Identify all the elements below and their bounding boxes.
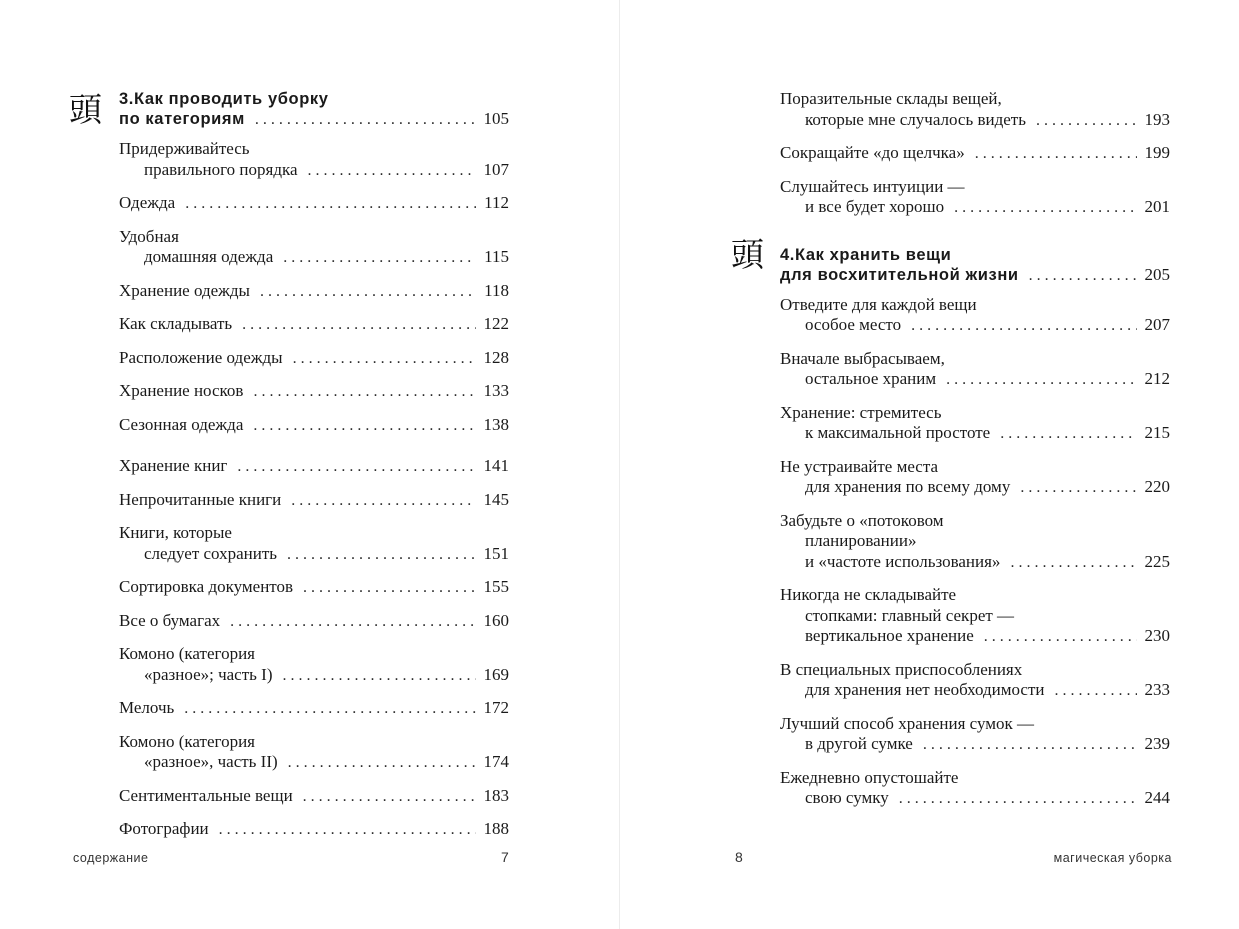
entry-title-line: Придерживайтесь — [119, 139, 250, 158]
toc-entry — [119, 227, 509, 269]
toc-entry — [780, 457, 1170, 499]
entry-title-line: которые мне случалось видеть — [805, 109, 1026, 129]
entry-title-line: и все будет хорошо — [805, 197, 945, 216]
entry-title-line: Поразительные склады вещей, — [780, 89, 1002, 108]
toc-entry — [119, 314, 509, 336]
dot-leader — [237, 457, 475, 478]
entry-title-line: Вначале выбрасываем, — [780, 348, 945, 368]
entry-title-line: и «частоте использования» — [805, 551, 1001, 571]
right-page — [620, 0, 1239, 929]
entry-title-line: следует сохранить — [144, 543, 278, 563]
entry-title-line: Комоно (категория — [119, 731, 255, 751]
entry-title-line: стопками: главный секрет — — [805, 605, 1015, 625]
dot-leader — [1029, 266, 1137, 286]
toc-entry — [119, 139, 509, 181]
dot-leader — [184, 699, 475, 720]
toc-entry — [119, 611, 509, 633]
toc-entry — [119, 415, 509, 437]
toc-entry — [119, 577, 509, 599]
entry-title-line: правильного порядка — [144, 159, 298, 179]
toc-column-left — [119, 89, 509, 853]
entry-title-line: Хранение одежды — [119, 280, 250, 300]
entry-title-line: Сортировка документов — [119, 577, 294, 596]
folio-page-number: 8 — [735, 849, 743, 865]
dot-leader — [282, 666, 475, 687]
entry-title-line: Лучший способ хранения сумок — — [780, 713, 1035, 733]
dot-leader — [303, 787, 476, 808]
toc-entry — [119, 819, 509, 841]
entry-title-line: Хранение книг — [119, 456, 228, 475]
dot-leader — [242, 315, 475, 336]
page-number: 183 — [483, 785, 509, 805]
entry-title-line: Никогда не складывайте — [780, 585, 957, 604]
dot-leader — [230, 612, 475, 633]
entry-title-line: Хранение: стремитесь — [780, 402, 942, 422]
toc-entry — [780, 660, 1170, 702]
page-number: 141 — [483, 456, 509, 475]
page-number: 220 — [1144, 477, 1170, 496]
entry-title-line: Фотографии — [119, 819, 209, 838]
dot-leader — [984, 627, 1137, 648]
dot-leader — [923, 735, 1137, 756]
left-page — [0, 0, 619, 929]
chapter-title-line: для восхитительной жизни — [780, 265, 1019, 284]
dot-leader — [1055, 681, 1137, 702]
dot-leader — [1020, 478, 1136, 499]
dot-leader — [308, 161, 476, 182]
dot-leader — [1000, 424, 1136, 445]
page-number: 155 — [483, 577, 509, 596]
page-number: 215 — [1144, 423, 1170, 442]
entry-title-line: Не устраивайте места — [780, 456, 939, 476]
toc-entry — [119, 698, 509, 720]
running-footer-title: содержание — [73, 851, 149, 865]
page-number: 107 — [483, 159, 509, 179]
entry-title-line: Хранение носков — [119, 381, 244, 400]
chapter-heading-3 — [119, 89, 509, 130]
toc-entries-right-top — [780, 89, 1170, 219]
chapter-title-line: по категориям — [119, 110, 245, 128]
entry-title-line: Как складывать — [119, 314, 233, 333]
dot-leader — [946, 370, 1136, 391]
page-number: 122 — [483, 314, 509, 333]
entry-title-line: Расположение одежды — [119, 347, 283, 367]
page-number: 118 — [484, 280, 509, 300]
entry-title-line: «разное», часть II) — [144, 752, 278, 771]
entry-title-line: Комоно (категория — [119, 644, 255, 663]
entry-title-line: особое место — [805, 315, 902, 334]
page-number: 115 — [484, 247, 509, 266]
toc-entry — [780, 511, 1170, 574]
page-number: 112 — [484, 193, 509, 212]
page-number: 172 — [483, 698, 509, 717]
page-number: 174 — [483, 752, 509, 771]
page-number: 105 — [483, 109, 509, 128]
page-number: 207 — [1144, 315, 1170, 334]
entry-title-line: Книги, которые — [119, 523, 232, 542]
page-number: 193 — [1144, 109, 1170, 129]
entry-title-line: Сезонная одежда — [119, 414, 244, 434]
page-number: 201 — [1144, 197, 1170, 216]
toc-entry — [780, 768, 1170, 810]
chapter-title-line: 4.Как хранить вещи — [780, 245, 952, 264]
entry-title-line: Одежда — [119, 193, 176, 212]
dot-leader — [1036, 111, 1137, 132]
page-number: 239 — [1144, 734, 1170, 753]
entry-title-line: Сентиментальные вещи — [119, 785, 293, 805]
page-number: 169 — [483, 664, 509, 684]
toc-column-right — [780, 89, 1170, 822]
toc-entry — [780, 714, 1170, 756]
toc-entry — [780, 89, 1170, 131]
page-number: 212 — [1144, 369, 1170, 388]
page-number: 151 — [483, 543, 509, 563]
dot-leader — [185, 194, 476, 215]
dot-leader — [283, 248, 476, 269]
toc-entry — [119, 381, 509, 403]
entry-title-line: в другой сумке — [805, 734, 913, 753]
dot-leader — [975, 144, 1137, 165]
entry-title-line: Мелочь — [119, 698, 175, 717]
toc-entries-right — [780, 295, 1170, 810]
dot-leader — [293, 349, 476, 370]
toc-entry — [780, 143, 1170, 165]
page-number: 225 — [1144, 551, 1170, 571]
toc-entry — [119, 193, 509, 215]
dot-leader — [253, 416, 475, 437]
running-footer-title: магическая уборка — [1053, 851, 1172, 865]
entry-title-line: В специальных приспособлениях — [780, 659, 1023, 679]
dot-leader — [303, 578, 475, 599]
chapter-title-line: 3.Как проводить уборку — [119, 90, 329, 108]
entry-title-line: Ежедневно опустошайте — [780, 767, 959, 787]
folio-page-number: 7 — [501, 849, 509, 865]
entry-title-line: вертикальное хранение — [805, 626, 974, 645]
page-number: 160 — [483, 610, 509, 630]
dot-leader — [287, 545, 475, 566]
entry-title-line: Сокращайте «до щелчка» — [780, 143, 965, 162]
page-number: 199 — [1144, 143, 1170, 162]
dot-leader — [291, 491, 475, 512]
page-number: 133 — [483, 381, 509, 400]
chapter-glyph-icon: 頭 — [731, 235, 764, 274]
entry-title-line: остальное храним — [805, 369, 937, 388]
toc-entry — [780, 295, 1170, 337]
page-number: 128 — [483, 347, 509, 367]
dot-leader — [288, 753, 476, 774]
entry-title-line: Забудьте о «потоковом — [780, 510, 944, 530]
page-number: 230 — [1144, 626, 1170, 645]
toc-entry — [119, 490, 509, 512]
entry-title-line: свою сумку — [805, 788, 889, 807]
dot-leader — [255, 110, 476, 130]
toc-entry — [780, 177, 1170, 219]
entry-title-line: домашняя одежда — [144, 247, 274, 266]
entry-title-line: для хранения по всему дому — [805, 477, 1011, 496]
toc-entry — [119, 281, 509, 303]
toc-entry — [119, 644, 509, 686]
chapter-heading-4 — [780, 245, 1170, 286]
toc-entries-left — [119, 139, 509, 841]
page-number: 138 — [483, 414, 509, 434]
page-number: 188 — [483, 819, 509, 838]
toc-entry — [119, 732, 509, 774]
dot-leader — [219, 820, 476, 841]
toc-entry — [780, 585, 1170, 648]
chapter-glyph-icon: 頭 — [69, 90, 102, 129]
entry-title-line: Все о бумагах — [119, 610, 221, 630]
dot-leader — [260, 282, 476, 303]
page-number: 244 — [1144, 788, 1170, 807]
entry-title-line: планировании» — [805, 531, 917, 550]
entry-title-line: для хранения нет необходимости — [805, 680, 1045, 699]
entry-title-line: Слушайтесь интуиции — — [780, 176, 965, 196]
toc-entry — [119, 523, 509, 565]
dot-leader — [911, 316, 1136, 337]
page-number: 233 — [1144, 680, 1170, 699]
dot-leader — [954, 198, 1136, 219]
page-number: 205 — [1144, 264, 1170, 284]
entry-title-line: Отведите для каждой вещи — [780, 294, 977, 314]
dot-leader — [1010, 553, 1136, 574]
entry-title-line: Удобная — [119, 226, 179, 246]
page-number: 145 — [483, 489, 509, 509]
dot-leader — [253, 382, 475, 403]
toc-entry — [119, 348, 509, 370]
toc-entry — [119, 786, 509, 808]
toc-entry — [119, 456, 509, 478]
entry-title-line: к максимальной простоте — [805, 423, 991, 442]
toc-entry — [780, 403, 1170, 445]
entry-title-line: «разное»; часть I) — [144, 664, 273, 684]
entry-title-line: Непрочитанные книги — [119, 489, 282, 509]
dot-leader — [899, 789, 1137, 810]
toc-entry — [780, 349, 1170, 391]
